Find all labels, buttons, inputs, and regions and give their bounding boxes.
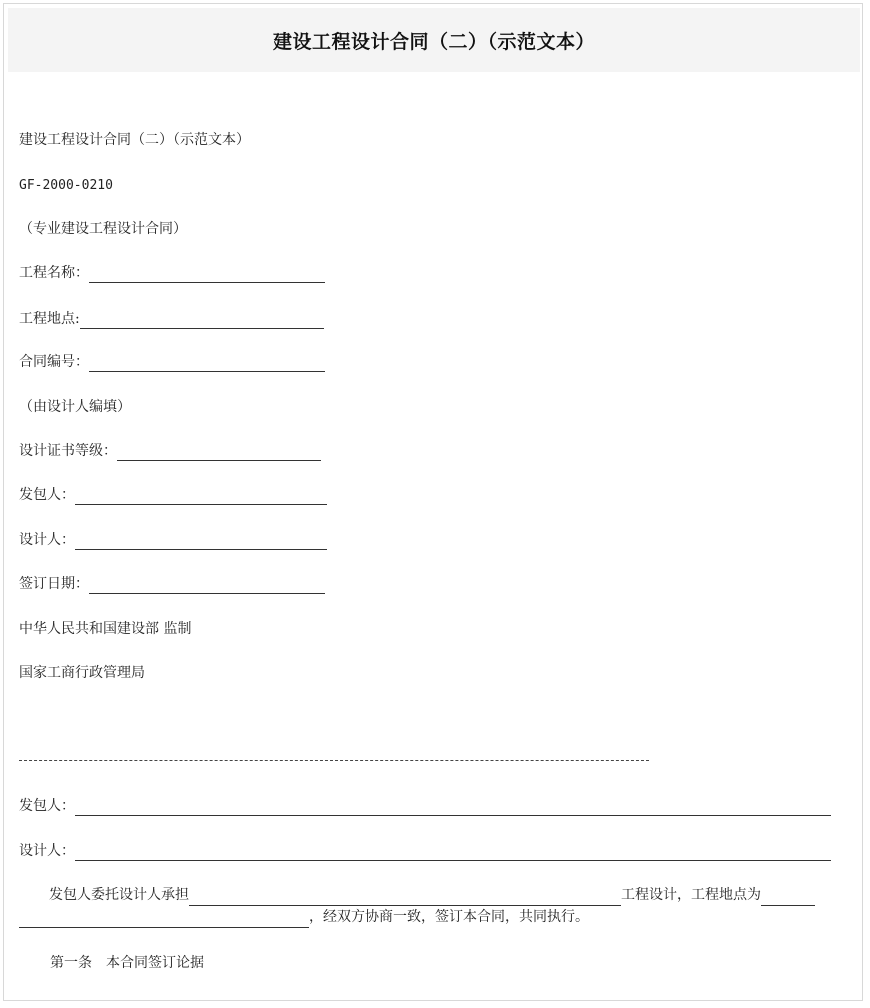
contract-no-label: 合同编号：	[19, 354, 89, 370]
project-name-blank	[89, 268, 325, 283]
document-subtitle: （专业建设工程设计合同）	[19, 221, 187, 237]
cover-employer-blank	[75, 490, 327, 505]
sign-date-field	[19, 574, 325, 594]
filled-by-note: （由设计人编填）	[19, 399, 131, 415]
cert-level-blank	[117, 446, 321, 461]
supervisor-line-2: 国家工商行政管理局	[19, 665, 145, 681]
contract-paragraph	[19, 884, 853, 928]
project-name-field	[19, 263, 325, 283]
project-site-field	[19, 309, 324, 329]
body-designer-field	[19, 841, 831, 861]
project-site-label: 工程地点:	[19, 311, 80, 327]
cover-designer-label: 设计人：	[19, 532, 75, 548]
body-employer-blank	[75, 801, 831, 816]
project-site-blank	[80, 314, 324, 329]
project-blank	[189, 891, 621, 906]
paragraph-text-2: 工程设计，工程地点为	[621, 887, 761, 903]
sign-date-blank	[89, 579, 325, 594]
paragraph-text-3: ，经双方协商一致，签订本合同，共同执行。	[309, 909, 589, 925]
cover-employer-field	[19, 485, 327, 505]
project-name-label: 工程名称：	[19, 265, 89, 281]
supervisor-line: 中华人民共和国建设部 监制	[19, 621, 192, 637]
site-blank-end	[19, 913, 309, 928]
contract-no-field	[19, 352, 325, 372]
document-title: 建设工程设计合同（二）（示范文本）	[19, 132, 250, 148]
page-header	[8, 8, 860, 72]
article-1-heading: 第一条 本合同签订论据	[50, 955, 204, 971]
cert-level-field	[19, 441, 321, 461]
cert-level-label: 设计证书等级：	[19, 443, 117, 459]
site-blank-start	[761, 891, 815, 906]
paragraph-text-1: 发包人委托设计人承担	[49, 887, 189, 903]
page-title: 建设工程设计合同（二）（示范文本）	[272, 30, 595, 53]
body-designer-label: 设计人：	[19, 843, 75, 859]
document-code: GF-2000-0210	[19, 178, 113, 193]
cover-designer-blank	[75, 535, 327, 550]
body-employer-field	[19, 796, 831, 816]
contract-no-blank	[89, 357, 325, 372]
section-divider	[19, 760, 649, 761]
cover-designer-field	[19, 530, 327, 550]
body-employer-label: 发包人：	[19, 798, 75, 814]
cover-employer-label: 发包人：	[19, 487, 75, 503]
body-designer-blank	[75, 846, 831, 861]
sign-date-label: 签订日期：	[19, 576, 89, 592]
